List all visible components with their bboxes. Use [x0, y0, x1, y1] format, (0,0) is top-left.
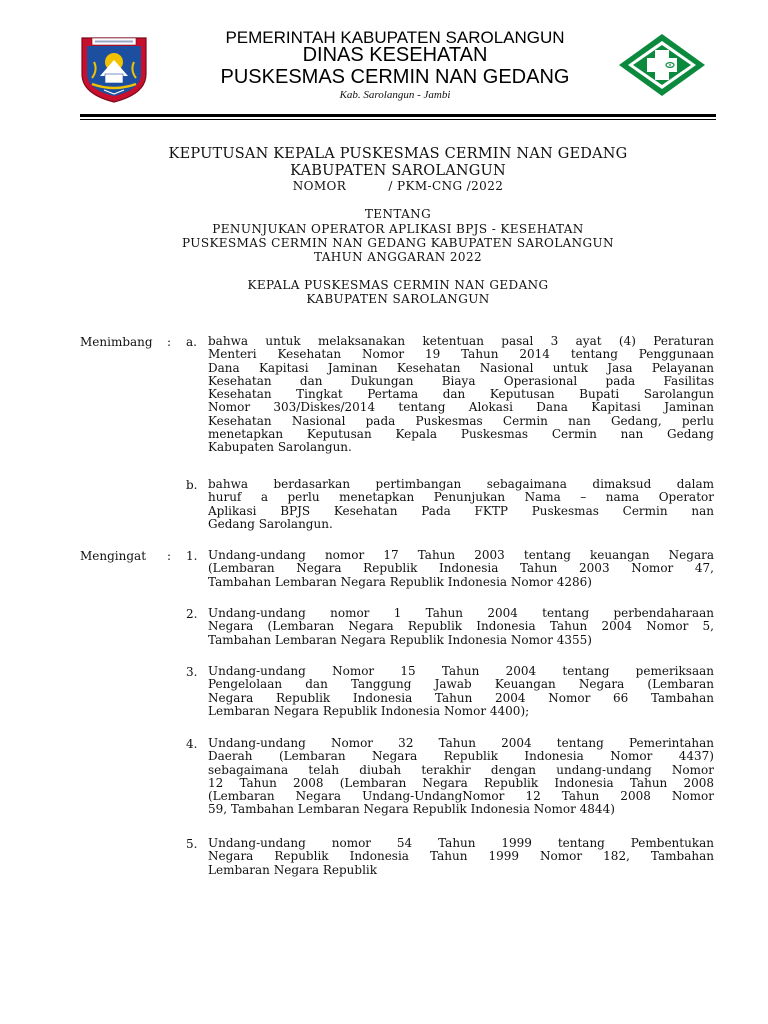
- text-line: (Lembaran Negara Republik Indonesia Tahun 2003 Nomor 47,: [208, 561, 714, 576]
- issuer-line2: KABUPATEN SAROLANGUN: [306, 292, 490, 306]
- tentang-heading: TENTANG: [364, 207, 432, 221]
- menimbang-b-text: [208, 478, 714, 531]
- mengingat-1-marker: 1.: [186, 549, 198, 563]
- text-line: bahwa berdasarkan pertimbangan sebagaimana dimaksud dalam: [208, 477, 714, 491]
- mengingat-2-text: [208, 607, 714, 647]
- text-line: bahwa untuk melaksanakan ketentuan pasal 3 ayat (4) Peraturan: [208, 334, 714, 348]
- text-line: Undang-undang Nomor 15 Tahun 2004 tentang pemeriksaan: [208, 664, 714, 678]
- text-line: menetapkan Keputusan Kepala Puskesmas Cermin nan Gedang: [208, 427, 714, 442]
- text-line: 59, Tambahan Lembaran Negara Republik Indonesia Nomor 4844): [208, 802, 615, 817]
- text-line: Negara Republik Indonesia Tahun 2004 Nomor 66 Tambahan: [208, 690, 714, 705]
- text-line: 12 Tahun 2008 (Lembaran Negara Republik Indonesia Tahun 2008: [208, 775, 714, 790]
- mengingat-3-marker: 3.: [186, 665, 198, 679]
- department-name: DINAS KESEHATAN: [302, 44, 488, 66]
- mengingat-1-text: [208, 549, 714, 589]
- letterhead-rule-thin: [80, 119, 716, 120]
- letterhead-rule-thick: [80, 114, 716, 117]
- text-line: Kesehatan Nasional pada Puskesmas Cermin nan Gedang, perlu: [208, 413, 714, 428]
- city-line: Kab. Sarolangun - Jambi: [339, 89, 451, 101]
- text-line: Undang-undang nomor 17 Tahun 2003 tentang keuangan Negara: [208, 548, 714, 562]
- menimbang-label: Menimbang: [80, 335, 153, 349]
- text-line: Gedang Sarolangun.: [208, 516, 333, 531]
- text-line: Kesehatan dan Dukungan Biaya Operasional pada Fasilitas: [208, 373, 714, 388]
- subject-line2: PUSKESMAS CERMIN NAN GEDANG KABUPATEN SAROLANGUN: [182, 236, 614, 250]
- text-line: Undang-undang nomor 1 Tahun 2004 tentang perbendaharaan: [208, 606, 714, 620]
- decree-title-line2: KABUPATEN SAROLANGUN: [290, 163, 506, 179]
- text-line: Kabupaten Sarolangun.: [208, 440, 352, 455]
- text-line: Undang-undang Nomor 32 Tahun 2004 tentang Pemerintahan: [208, 736, 714, 750]
- text-line: Dana Kapitasi Jaminan Kesehatan Nasional untuk Jasa Pelayanan: [208, 360, 714, 375]
- menimbang-colon: :: [167, 335, 172, 349]
- menimbang-a-text: [208, 335, 714, 455]
- text-line: Kesehatan Tingkat Pertama dan Keputusan Bupati Sarolangun: [208, 387, 714, 402]
- text-line: huruf a perlu menetapkan Penunjukan Nama – nama Operator: [208, 490, 714, 505]
- text-line: Aplikasi BPJS Kesehatan Pada FKTP Puskesmas Cermin nan: [208, 503, 714, 518]
- mengingat-colon: :: [167, 549, 172, 563]
- text-line: Tambahan Lembaran Negara Republik Indonesia Nomor 4286): [208, 574, 592, 589]
- text-line: Lembaran Negara Republik: [208, 862, 378, 877]
- mengingat-5-text: [208, 837, 714, 877]
- text-line: Pengelolaan dan Tanggung Jawab Keuangan Negara (Lembaran: [208, 677, 714, 692]
- mengingat-3-text: [208, 665, 714, 718]
- mengingat-2-marker: 2.: [186, 607, 198, 621]
- menimbang-a-marker: a.: [186, 335, 197, 349]
- issuer-line1: KEPALA PUSKESMAS CERMIN NAN GEDANG: [247, 278, 549, 292]
- decree-number: NOMOR / PKM-CNG /2022: [292, 179, 504, 193]
- subject-line3: TAHUN ANGGARAN 2022: [313, 250, 483, 264]
- puskesmas-cross-logo-icon: [616, 33, 708, 97]
- text-line: Lembaran Negara Republik Indonesia Nomor 4400);: [208, 703, 530, 718]
- mengingat-label: Mengingat: [80, 549, 147, 563]
- mengingat-5-marker: 5.: [186, 837, 198, 851]
- text-line: Menteri Kesehatan Nomor 19 Tahun 2014 tentang Penggunaan: [208, 347, 714, 362]
- menimbang-b-marker: b.: [186, 478, 198, 492]
- letterhead: [0, 0, 768, 125]
- text-line: sebagaimana telah diubah terakhir dengan undang-undang Nomor: [208, 762, 714, 777]
- mengingat-4-marker: 4.: [186, 737, 198, 751]
- text-line: Negara (Lembaran Negara Republik Indonesia Tahun 2004 Nomor 5,: [208, 619, 714, 634]
- text-line: Daerah (Lembaran Negara Republik Indonesia Nomor 4437): [208, 749, 714, 764]
- mengingat-4-text: [208, 737, 714, 817]
- text-line: Tambahan Lembaran Negara Republik Indonesia Nomor 4355): [208, 632, 592, 647]
- agency-name: PEMERINTAH KABUPATEN SAROLANGUN: [225, 28, 565, 47]
- regency-crest-icon: [78, 34, 150, 104]
- subject-line1: PENUNJUKAN OPERATOR APLIKASI BPJS - KESEHATAN: [212, 222, 584, 236]
- text-line: Nomor 303/Diskes/2014 tentang Alokasi Dana Kapitasi Jaminan: [208, 400, 714, 415]
- text-line: Negara Republik Indonesia Tahun 1999 Nomor 182, Tambahan: [208, 849, 714, 864]
- text-line: Undang-undang nomor 54 Tahun 1999 tentang Pembentukan: [208, 836, 714, 850]
- institution-name: PUSKESMAS CERMIN NAN GEDANG: [220, 66, 570, 88]
- decree-title-line1: KEPUTUSAN KEPALA PUSKESMAS CERMIN NAN GEDANG: [168, 146, 628, 162]
- text-line: (Lembaran Negara Undang-UndangNomor 12 Tahun 2008 Nomor: [208, 789, 714, 804]
